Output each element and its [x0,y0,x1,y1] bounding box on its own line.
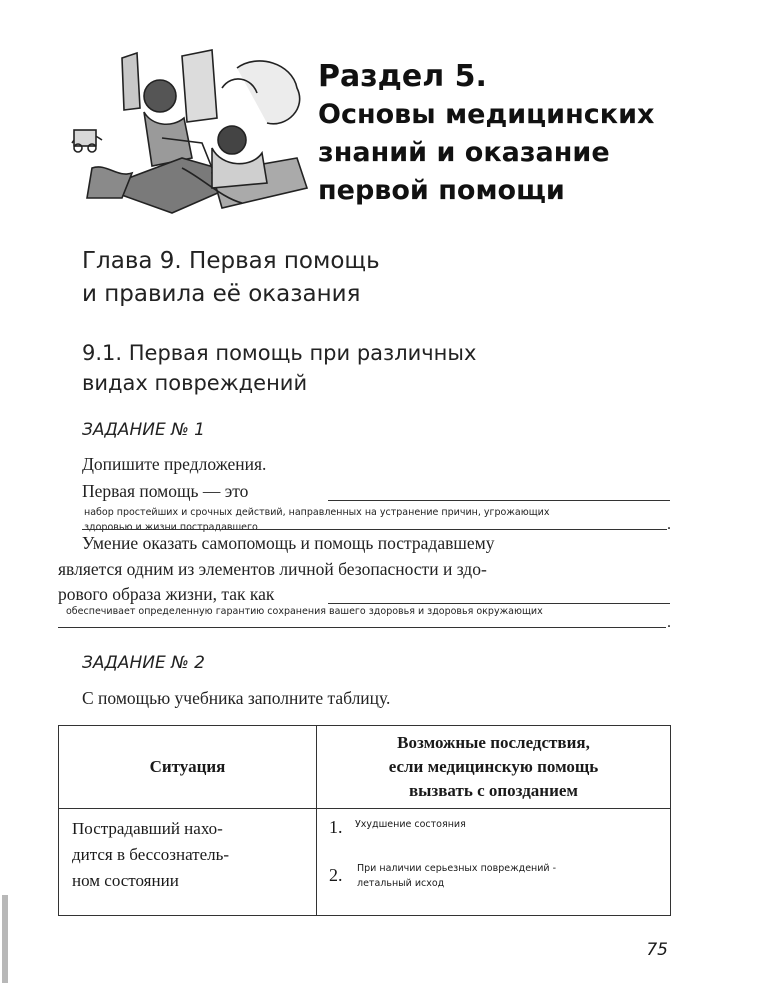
task1-label: ЗАДАНИЕ № 1 [82,420,205,440]
table-header-row [59,726,671,809]
column-header-situation: Ситуация [59,726,317,809]
handwritten-answer: обеспечивает определенную гарантию сохранения вашего здоровья и здоровья окружающих [66,606,543,617]
scan-edge [2,895,8,983]
table-row [59,809,671,916]
consequences-cell [317,809,671,916]
section-title-line: знаний и оказание [318,137,610,168]
subsection-line: видах повреждений [82,371,308,395]
section-title-line: Основы медицинских [318,99,655,130]
header-line: если медицинскую помощь [388,757,599,776]
situation-line: дится в бессознатель- [72,845,230,864]
page-number: 75 [646,940,668,960]
period-mark: . [667,614,671,631]
handwritten-answer: летальный исход [357,878,445,889]
chapter-heading [82,245,642,311]
task1-line1-start: Первая помощь — это [82,481,249,501]
column-header-consequences [317,726,671,809]
section-heading [318,58,738,210]
header-line: вызвать с опозданием [408,781,579,800]
chapter-line: Глава 9. Первая помощь [82,248,380,274]
period-mark: . [667,516,671,533]
answer-line [328,603,670,604]
task2-label: ЗАДАНИЕ № 2 [82,653,205,673]
subsection-heading [82,338,642,398]
answer-line [82,529,667,530]
item-number: 1. [329,817,343,837]
handwritten-answer: набор простейших и срочных действий, направленных на устранение причин, угрожающих [84,507,550,518]
consequences-table [58,725,671,916]
item-number: 2. [329,865,343,885]
answer-line [328,500,670,501]
subsection-line: 9.1. Первая помощь при различных [82,341,477,365]
situation-cell [59,809,317,916]
handwritten-answer: При наличии серьезных повреждений - [357,863,557,874]
section-illustration [62,48,312,223]
section-number: Раздел 5. [318,59,487,94]
chapter-line: и правила её оказания [82,281,361,307]
section-title-line: первой помощи [318,175,565,206]
answer-line [58,627,666,628]
task1-paragraph-line: рового образа жизни, так как [58,584,275,604]
handwritten-answer: здоровью и жизни пострадавшего [84,522,258,533]
task1-paragraph-line: Умение оказать самопомощь и помощь пострадавшему [82,533,495,553]
task1-paragraph-line: является одним из элементов личной безопасности и здо- [58,559,487,579]
handwritten-answer: Ухудшение состояния [355,819,466,830]
task1-prompt: Допишите предложения. [82,454,267,474]
header-line: Возможные последствия, [397,733,590,752]
situation-line: ном состоянии [72,871,179,890]
task2-prompt: С помощью учебника заполните таблицу. [82,688,391,708]
situation-line: Пострадавший нахо- [72,819,223,838]
